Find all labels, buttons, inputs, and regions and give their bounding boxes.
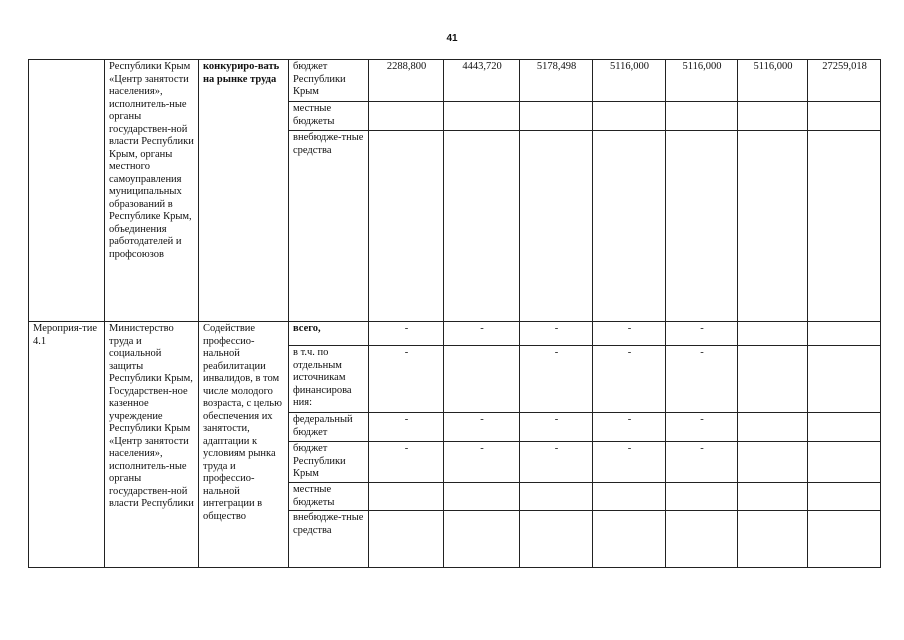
value-cell: 5178,498 [520, 60, 593, 102]
measure-cell [29, 60, 105, 322]
value-cell [444, 131, 520, 322]
value-cell: 27259,018 [808, 60, 881, 102]
executor-cell [105, 60, 199, 322]
value-cell [738, 102, 808, 131]
value-cell: - [520, 442, 593, 483]
value-cell: - [369, 322, 444, 346]
value-cell [593, 131, 666, 322]
value-cell [369, 483, 444, 511]
value-cell: - [666, 346, 738, 413]
value-cell [593, 102, 666, 131]
source-cell: бюджет Республики Крым [289, 60, 369, 102]
value-cell [666, 131, 738, 322]
value-cell [444, 511, 520, 568]
value-cell: 5116,000 [593, 60, 666, 102]
value-cell: - [444, 322, 520, 346]
value-cell: - [444, 442, 520, 483]
value-cell [369, 131, 444, 322]
value-cell [369, 102, 444, 131]
value-cell [808, 442, 881, 483]
value-cell [738, 511, 808, 568]
measure-text: Мероприя-тие 4.1 [33, 323, 98, 347]
value-cell [808, 483, 881, 511]
value-cell [808, 413, 881, 442]
value-cell [520, 131, 593, 322]
value-cell [520, 483, 593, 511]
value-cell [444, 483, 520, 511]
value-cell: - [369, 442, 444, 483]
value-cell: 5116,000 [666, 60, 738, 102]
table-row [29, 60, 881, 102]
source-cell: в т.ч. по отдельным источникам финансирова ния: [289, 346, 369, 413]
value-cell [808, 346, 881, 413]
value-cell: - [666, 322, 738, 346]
value-cell: 4443,720 [444, 60, 520, 102]
value-cell [738, 483, 808, 511]
value-cell [666, 102, 738, 131]
value-cell: - [593, 346, 666, 413]
value-cell [666, 483, 738, 511]
executor-cell [105, 322, 199, 568]
source-cell: федеральный бюджет [289, 413, 369, 442]
value-cell [738, 413, 808, 442]
value-cell: - [666, 442, 738, 483]
value-cell: - [369, 413, 444, 442]
value-cell: 2288,800 [369, 60, 444, 102]
value-cell [738, 346, 808, 413]
value-cell [520, 102, 593, 131]
source-cell: всего, [289, 322, 369, 346]
value-cell [444, 346, 520, 413]
value-cell: - [520, 413, 593, 442]
value-cell [808, 511, 881, 568]
value-cell [520, 511, 593, 568]
value-cell: - [369, 346, 444, 413]
value-cell [738, 442, 808, 483]
value-cell [593, 511, 666, 568]
value-cell [444, 102, 520, 131]
value-cell: - [593, 322, 666, 346]
value-cell [808, 322, 881, 346]
source-cell: местные бюджеты [289, 483, 369, 511]
value-cell [738, 131, 808, 322]
value-cell: 5116,000 [738, 60, 808, 102]
value-cell [593, 483, 666, 511]
value-cell: - [593, 413, 666, 442]
goal-cell [199, 322, 289, 568]
source-cell: внебюдже-тные средства [289, 131, 369, 322]
executor-text: Министерство труда и социальной защиты Республики Крым, Государствен-ное казенное учреждение Республики Крым «Центр занятости населения», исполнитель-ные органы государствен-ной власти Республики [109, 323, 194, 509]
measure-cell [29, 322, 105, 568]
value-cell: - [666, 413, 738, 442]
value-cell: - [593, 442, 666, 483]
financing-table [28, 59, 881, 568]
value-cell: - [444, 413, 520, 442]
value-cell [808, 102, 881, 131]
value-cell: - [520, 346, 593, 413]
source-cell: внебюдже-тные средства [289, 511, 369, 568]
page-number: 41 [446, 33, 458, 44]
source-cell: бюджет Республики Крым [289, 442, 369, 483]
value-cell [808, 131, 881, 322]
goal-cell [199, 60, 289, 322]
source-cell: местные бюджеты [289, 102, 369, 131]
value-cell [666, 511, 738, 568]
value-cell: - [520, 322, 593, 346]
executor-text: Республики Крым «Центр занятости населения», исполнитель-ные органы государствен-ной власти Республики Крым, органы местного самоуправления муниципальных образований в Республике Крым, объединения работодателей и профсоюзов [109, 61, 194, 260]
value-cell [369, 511, 444, 568]
value-cell [738, 322, 808, 346]
goal-text: конкуриро-вать на рынке труда [203, 61, 280, 85]
table-row [29, 322, 881, 346]
goal-text: Содействие профессио-нальной реабилитации инвалидов, в том числе молодого возраста, с целью обеспечения их занятости, адаптации к условиям рынка труда и профессио-нальной интеграции в общество [203, 323, 282, 522]
